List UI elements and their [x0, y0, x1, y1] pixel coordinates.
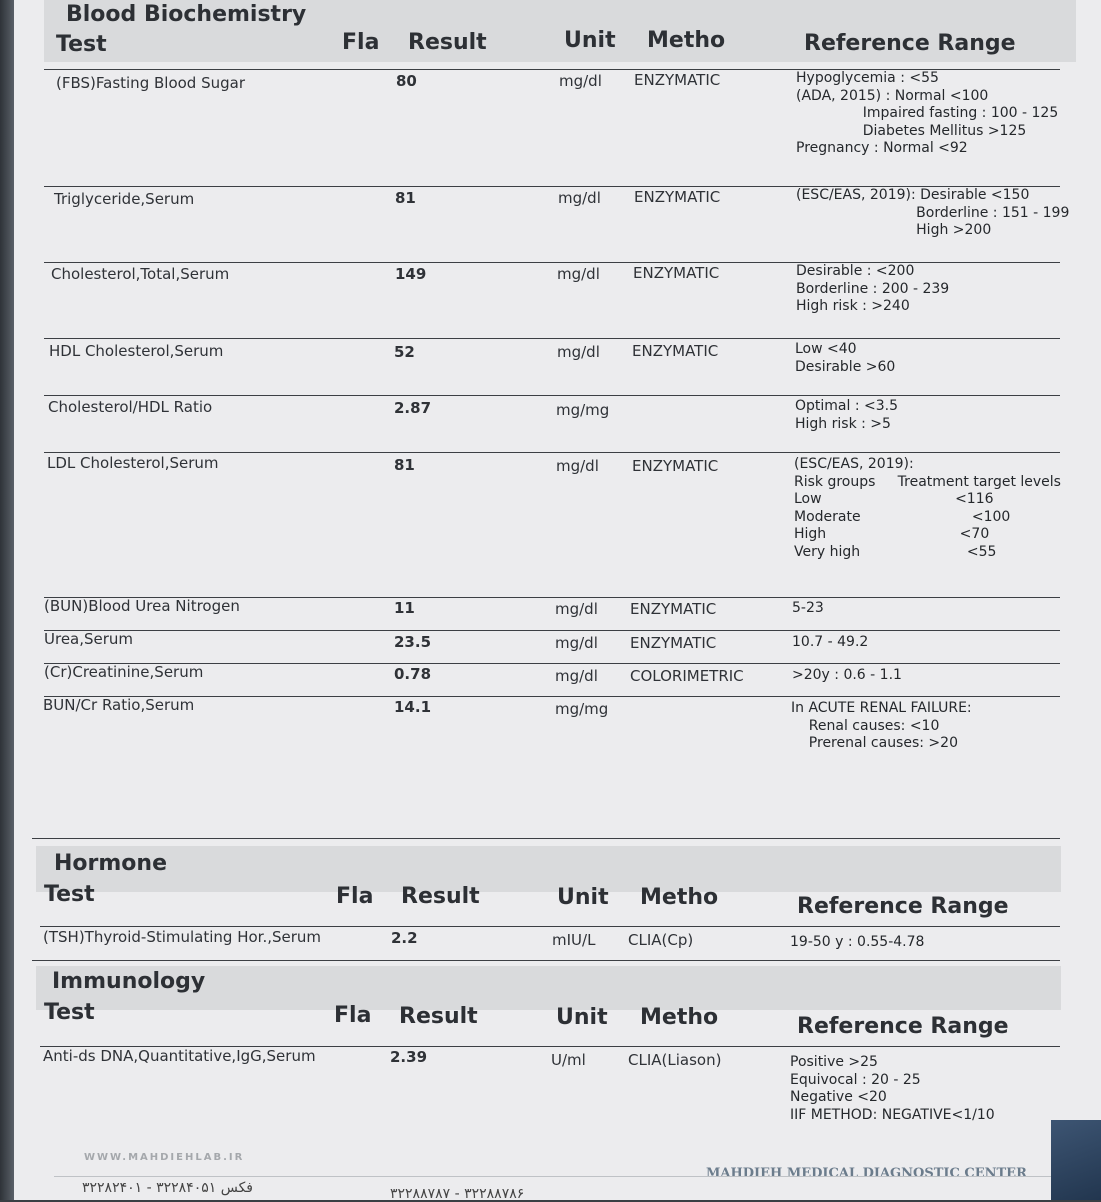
col-header-result: Result [399, 1004, 478, 1029]
col-header-flag: Fla [336, 884, 374, 909]
col-header-test: Test [56, 32, 107, 57]
test-unit: mg/dl [555, 667, 598, 685]
col-header-test: Test [44, 1000, 95, 1025]
test-name: Cholesterol,Total,Serum [51, 265, 230, 283]
col-header-method: Metho [640, 1005, 719, 1030]
test-unit: mIU/L [552, 931, 596, 949]
reference-range: (ESC/EAS, 2019): Risk groups Treatment target levels Low <116 Moderate <100 High <70 Very high <55 [794, 456, 1061, 560]
col-header-reference: Reference Range [797, 894, 1009, 919]
test-result: 81 [394, 456, 415, 474]
test-method: ENZYMATIC [634, 188, 721, 206]
col-header-unit: Unit [556, 1005, 608, 1030]
test-name: Cholesterol/HDL Ratio [48, 398, 213, 416]
test-unit: mg/mg [555, 700, 609, 718]
test-name: BUN/Cr Ratio,Serum [43, 696, 195, 714]
photo-edge-bottom-right [1051, 1120, 1101, 1200]
col-header-reference: Reference Range [804, 31, 1016, 56]
test-name: Triglyceride,Serum [54, 190, 195, 208]
test-unit: mg/dl [555, 600, 598, 618]
section-divider [32, 960, 1060, 961]
test-result: 81 [395, 189, 416, 207]
col-header-flag: Fla [334, 1003, 372, 1028]
reference-range: In ACUTE RENAL FAILURE: Renal causes: <10 Prerenal causes: >20 [791, 700, 972, 751]
lab-report-page [14, 0, 1101, 1200]
test-unit: mg/dl [557, 265, 600, 283]
row-divider [44, 630, 1060, 631]
test-result: 23.5 [394, 633, 432, 651]
photo-edge-left [0, 0, 14, 1200]
test-unit: mg/dl [555, 634, 598, 652]
section-title-hormone: Hormone [54, 851, 167, 876]
reference-range: 10.7 - 49.2 [792, 634, 869, 650]
test-method: ENZYMATIC [630, 634, 717, 652]
test-method: ENZYMATIC [632, 342, 719, 360]
reference-range: Low <40 Desirable >60 [795, 341, 896, 375]
test-name: (Cr)Creatinine,Serum [44, 663, 204, 681]
section-title-immunology: Immunology [52, 969, 206, 994]
section-title-biochemistry: Blood Biochemistry [66, 2, 307, 27]
reference-range: >20y : 0.6 - 1.1 [792, 667, 902, 683]
footer-phone-fax: ۳۲۲۸۲۴۰۱ - ۳۲۲۸۴۰۵۱ فکس [82, 1180, 253, 1196]
test-result: 52 [394, 343, 415, 361]
test-unit: mg/dl [556, 457, 599, 475]
test-method: COLORIMETRIC [630, 667, 744, 685]
footer-phone: ۳۲۲۸۸۷۸۷ - ۳۲۲۸۸۷۸۶ [390, 1186, 525, 1202]
col-header-unit: Unit [564, 28, 616, 53]
test-unit: mg/dl [557, 343, 600, 361]
test-name: (TSH)Thyroid-Stimulating Hor.,Serum [43, 928, 322, 946]
test-result: 2.87 [394, 399, 432, 417]
test-result: 80 [396, 72, 417, 90]
test-result: 2.2 [391, 929, 418, 947]
col-header-unit: Unit [557, 885, 609, 910]
row-divider [44, 452, 1060, 453]
test-method: ENZYMATIC [632, 457, 719, 475]
hormone-header-band [36, 846, 1061, 892]
reference-range: Desirable : <200 Borderline : 200 - 239 High risk : >240 [796, 263, 950, 314]
test-name: LDL Cholesterol,Serum [47, 454, 219, 472]
footer-center-name: MAHDIEH MEDICAL DIAGNOSTIC CENTER [706, 1166, 1027, 1181]
row-divider [44, 338, 1060, 339]
test-method: ENZYMATIC [634, 71, 721, 89]
section-divider [32, 838, 1060, 839]
test-method: ENZYMATIC [633, 264, 720, 282]
reference-range: Optimal : <3.5 High risk : >5 [795, 398, 899, 432]
reference-range: Hypoglycemia : <55 (ADA, 2015) : Normal <100 Impaired fasting : 100 - 125 Diabetes Mellitus >125 Pregnancy : Normal <92 [796, 70, 1059, 156]
test-name: Anti-ds DNA,Quantitative,IgG,Serum [43, 1047, 316, 1065]
row-divider [44, 395, 1060, 396]
test-name: (BUN)Blood Urea Nitrogen [44, 597, 240, 615]
row-divider [44, 696, 1060, 697]
test-unit: U/ml [551, 1051, 586, 1069]
col-header-method: Metho [647, 28, 726, 53]
test-method: CLIA(Cp) [628, 931, 694, 949]
test-result: 149 [395, 265, 427, 283]
col-header-result: Result [408, 30, 487, 55]
test-result: 0.78 [394, 665, 432, 683]
test-method: ENZYMATIC [630, 600, 717, 618]
col-header-method: Metho [640, 885, 719, 910]
test-result: 14.1 [394, 698, 432, 716]
test-unit: mg/dl [559, 72, 602, 90]
test-unit: mg/mg [556, 401, 610, 419]
footer-divider [54, 1176, 1074, 1177]
test-name: (FBS)Fasting Blood Sugar [56, 74, 245, 92]
col-header-flag: Fla [342, 30, 380, 55]
reference-range: (ESC/EAS, 2019): Desirable <150 Borderline : 151 - 199 High >200 [796, 187, 1070, 238]
footer-website: WWW.MAHDIEHLAB.IR [84, 1152, 245, 1163]
col-header-reference: Reference Range [797, 1014, 1009, 1039]
col-header-result: Result [401, 884, 480, 909]
test-result: 2.39 [390, 1048, 428, 1066]
col-header-test: Test [44, 882, 95, 907]
test-method: CLIA(Liason) [628, 1051, 722, 1069]
header-divider [40, 926, 1060, 927]
test-name: HDL Cholesterol,Serum [49, 342, 224, 360]
reference-range: 5-23 [792, 600, 824, 616]
test-unit: mg/dl [558, 189, 601, 207]
reference-range: Positive >25 Equivocal : 20 - 25 Negative <20 IIF METHOD: NEGATIVE<1/10 [790, 1054, 995, 1123]
test-name: Urea,Serum [44, 630, 134, 648]
test-result: 11 [394, 599, 415, 617]
reference-range: 19-50 y : 0.55-4.78 [790, 934, 925, 950]
